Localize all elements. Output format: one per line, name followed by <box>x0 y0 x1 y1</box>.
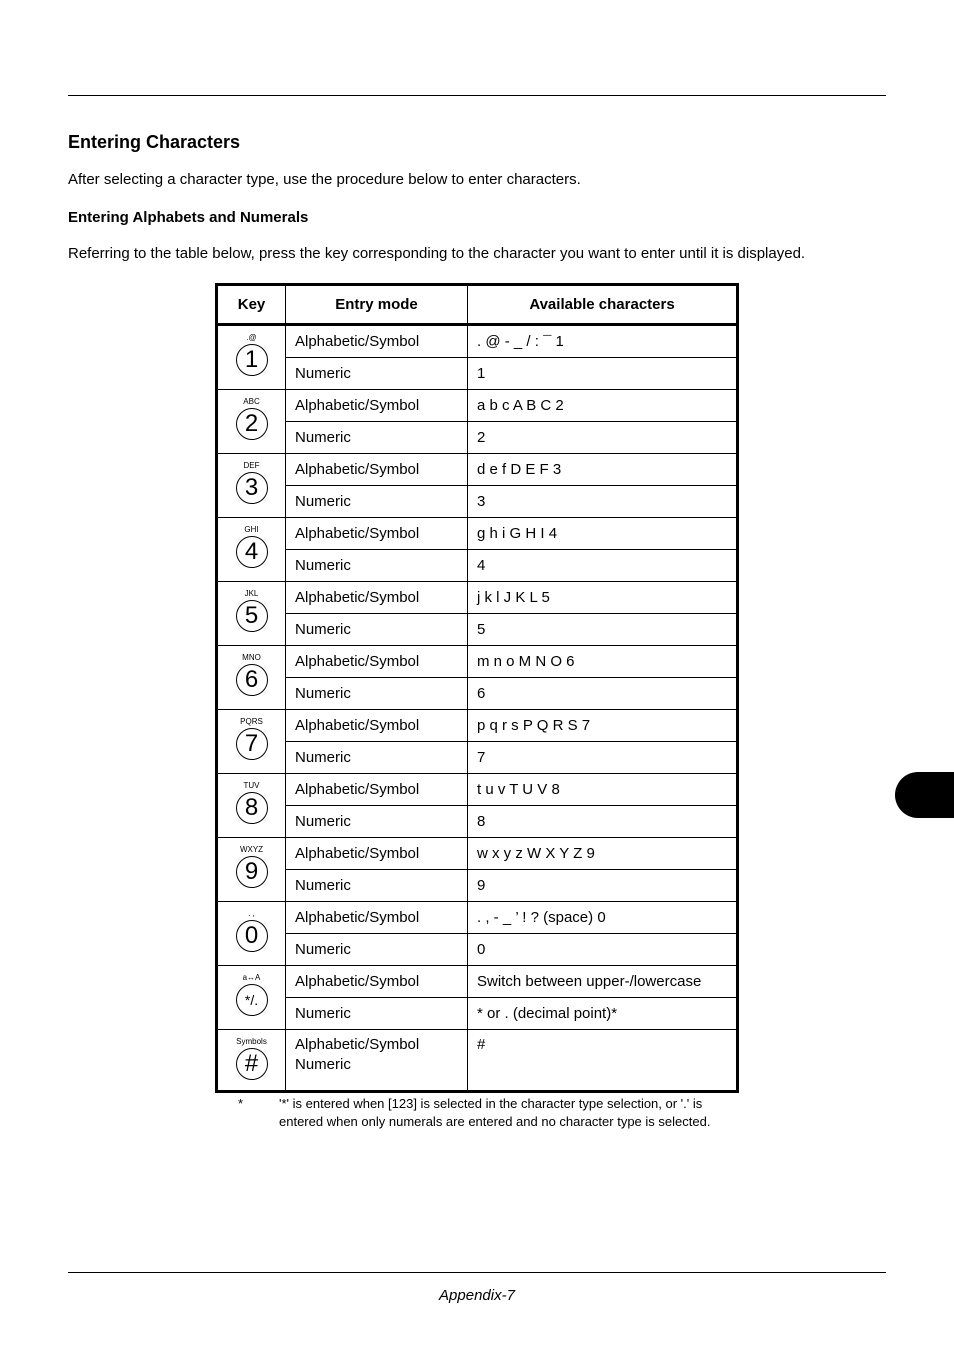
characters-cell: 1 <box>468 358 738 390</box>
key-button-icon: 2 <box>236 408 268 440</box>
header-available-characters: Available characters <box>468 285 738 325</box>
table-row <box>217 422 738 454</box>
page-title: Entering Characters <box>68 132 241 152</box>
characters-cell: j k l J K L 5 <box>468 582 738 614</box>
entry-mode-cell: Alphabetic/Symbol <box>286 902 468 934</box>
entry-mode-cell: Alphabetic/Symbol <box>286 710 468 742</box>
key-5-icon <box>218 646 285 696</box>
table-row <box>217 390 738 422</box>
key-cell <box>217 325 286 390</box>
characters-cell: 7 <box>468 742 738 774</box>
table-row <box>217 902 738 934</box>
header-entry-mode: Entry mode <box>286 285 468 325</box>
table-row <box>217 614 738 646</box>
entry-mode-cell: Numeric <box>286 678 468 710</box>
key-button-icon: 8 <box>236 792 268 824</box>
key-letters: Symbols <box>236 1037 267 1046</box>
table-row <box>217 806 738 838</box>
entry-mode-cell: Numeric <box>286 358 468 390</box>
characters-cell: d e f D E F 3 <box>468 454 738 486</box>
table-row <box>217 678 738 710</box>
characters-cell: 6 <box>468 678 738 710</box>
key-cell <box>217 646 286 710</box>
key-cell <box>217 582 286 646</box>
characters-cell: p q r s P Q R S 7 <box>468 710 738 742</box>
chapter-tab-marker <box>895 772 954 818</box>
characters-cell: t u v T U V 8 <box>468 774 738 806</box>
key-letters: GHI <box>244 525 259 534</box>
table-row <box>217 518 738 550</box>
key-button-icon: 5 <box>236 600 268 632</box>
table-row <box>217 998 738 1030</box>
footnote-mark: * <box>238 1096 244 1111</box>
characters-cell: 4 <box>468 550 738 582</box>
key-button-icon: 4 <box>236 536 268 568</box>
table-body <box>217 325 738 1092</box>
entry-mode-cell: Alphabetic/Symbol <box>286 454 468 486</box>
characters-cell: w x y z W X Y Z 9 <box>468 838 738 870</box>
key-button-icon: 3 <box>236 472 268 504</box>
key-2-icon <box>218 454 285 504</box>
table-row <box>217 774 738 806</box>
characters-cell: a b c A B C 2 <box>468 390 738 422</box>
entry-mode-cell: Numeric <box>286 422 468 454</box>
key-0-icon <box>218 326 285 376</box>
key-cell <box>217 390 286 454</box>
key-7-icon <box>218 774 285 824</box>
table-row <box>217 870 738 902</box>
entry-mode-cell: Numeric <box>286 742 468 774</box>
key-letters: PQRS <box>240 717 263 726</box>
table-row <box>217 358 738 390</box>
table-row <box>217 582 738 614</box>
table-row <box>217 486 738 518</box>
page-number: Appendix-7 <box>439 1287 515 1304</box>
characters-cell: . @ - _ / : ¯ 1 <box>468 325 738 358</box>
key-letters: MNO <box>242 653 261 662</box>
entry-mode-cell: Numeric <box>286 998 468 1030</box>
characters-cell: 3 <box>468 486 738 518</box>
header-key: Key <box>217 285 286 325</box>
entry-mode-cell: Alphabetic/Symbol <box>286 646 468 678</box>
key-button-icon: 0 <box>236 920 268 952</box>
entry-mode-cell: Numeric <box>286 806 468 838</box>
key-button-icon: */. <box>236 984 268 1016</box>
table-header-row <box>217 285 738 325</box>
table-row <box>217 454 738 486</box>
characters-cell: * or . (decimal point)* <box>468 998 738 1030</box>
key-cell <box>217 838 286 902</box>
characters-cell: 5 <box>468 614 738 646</box>
entry-mode-cell: Alphabetic/Symbol <box>286 966 468 998</box>
table-row <box>217 966 738 998</box>
entry-mode-cell: Alphabetic/Symbol <box>286 838 468 870</box>
characters-cell: g h i G H I 4 <box>468 518 738 550</box>
table-row <box>217 1030 738 1092</box>
entry-mode-cell <box>286 1030 468 1092</box>
key-letters: DEF <box>243 461 260 470</box>
table-row <box>217 325 738 358</box>
entry-mode-numeric: Numeric <box>295 1056 351 1073</box>
entry-mode-cell: Alphabetic/Symbol <box>286 582 468 614</box>
key-3-icon <box>218 518 285 568</box>
key-6-icon <box>218 710 285 760</box>
key-letters: . , <box>248 909 255 918</box>
entry-mode-cell: Numeric <box>286 614 468 646</box>
key-letters: TUV <box>243 781 260 790</box>
entry-mode-cell: Alphabetic/Symbol <box>286 518 468 550</box>
key-cell <box>217 774 286 838</box>
key-9-icon <box>218 902 285 952</box>
header-rule <box>68 95 886 96</box>
key-letters: ABC <box>243 397 260 406</box>
entry-mode-cell: Numeric <box>286 934 468 966</box>
characters-cell: Switch between upper-/lowercase <box>468 966 738 998</box>
instruction-text: Referring to the table below, press the key corresponding to the character you want to enter until it is displayed. <box>68 245 806 262</box>
table-row <box>217 838 738 870</box>
key-cell <box>217 454 286 518</box>
key-cell <box>217 518 286 582</box>
entry-mode-cell: Numeric <box>286 486 468 518</box>
characters-cell: . , - _ ’ ! ? (space) 0 <box>468 902 738 934</box>
key-cell <box>217 1030 286 1092</box>
entry-mode-cell: Numeric <box>286 550 468 582</box>
characters-cell: 2 <box>468 422 738 454</box>
key-character-table <box>215 283 739 1093</box>
section-subtitle: Entering Alphabets and Numerals <box>68 209 309 226</box>
table-row <box>217 550 738 582</box>
key-10-icon <box>218 966 285 1016</box>
key-symbols-icon <box>218 1030 285 1080</box>
key-cell <box>217 710 286 774</box>
key-4-icon <box>218 582 285 632</box>
entry-mode-cell: Numeric <box>286 870 468 902</box>
key-button-icon: 1 <box>236 344 268 376</box>
key-button-icon: 7 <box>236 728 268 760</box>
entry-mode-cell: Alphabetic/Symbol <box>286 325 468 358</box>
entry-mode-cell: Alphabetic/Symbol <box>286 774 468 806</box>
entry-mode-cell: Alphabetic/Symbol <box>286 390 468 422</box>
footer-rule <box>68 1272 886 1273</box>
characters-cell: 0 <box>468 934 738 966</box>
table-row <box>217 710 738 742</box>
key-cell <box>217 966 286 1030</box>
key-letters: .@ <box>246 333 257 342</box>
table-row <box>217 742 738 774</box>
footnote-text: '*' is entered when [123] is selected in the character type selection, or '.' is entered when only numerals are entered and no character type is selected. <box>279 1096 711 1129</box>
table-row <box>217 934 738 966</box>
key-button-icon: 9 <box>236 856 268 888</box>
characters-cell: 9 <box>468 870 738 902</box>
key-cell <box>217 902 286 966</box>
characters-cell: m n o M N O 6 <box>468 646 738 678</box>
hash-key-icon: # <box>236 1048 268 1080</box>
entry-mode-alphabetic: Alphabetic/Symbol <box>295 1036 420 1053</box>
key-8-icon <box>218 838 285 888</box>
intro-text: After selecting a character type, use the procedure below to enter characters. <box>68 171 581 188</box>
key-letters: a↔A <box>242 973 261 982</box>
key-button-icon: 6 <box>236 664 268 696</box>
key-letters: JKL <box>244 589 259 598</box>
characters-cell: 8 <box>468 806 738 838</box>
key-letters: WXYZ <box>239 845 264 854</box>
characters-cell: # <box>468 1030 738 1092</box>
key-1-icon <box>218 390 285 440</box>
table-row <box>217 646 738 678</box>
